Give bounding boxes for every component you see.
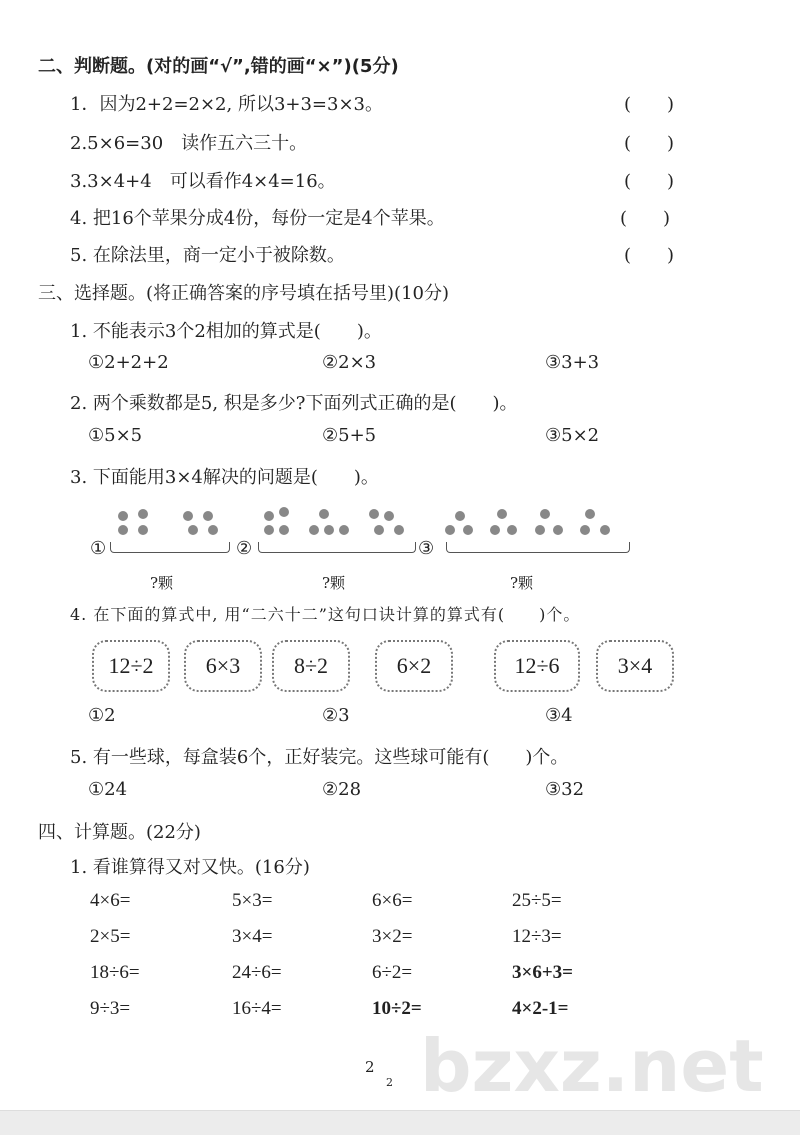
judge-item-5: 5. 在除法里，商一定小于被除数。 <box>70 245 345 266</box>
brace <box>446 542 630 553</box>
calc-item: 6×6= <box>372 890 413 911</box>
expression-card: 6×3 <box>184 640 262 692</box>
calc-item: 6÷2= <box>372 962 413 983</box>
watermark: bzxz.net <box>420 1024 764 1108</box>
calc-item: 4×2-1= <box>512 998 569 1019</box>
judge-item-1: 1．因为2+2=2×2, 所以3+3=3×3。 <box>70 94 384 115</box>
calc-item: 3×4= <box>232 926 273 947</box>
judge-item-2: 2.5×6=30 读作五六三十。 <box>70 133 308 154</box>
q4-option-3: ③4 <box>545 705 573 726</box>
q1-option-3: ③3+3 <box>545 352 600 373</box>
choice-q4: 4. 在下面的算式中, 用“二六十二”这句口诀计算的算式有( )个。 <box>70 605 581 624</box>
q2-option-2: ②5+5 <box>322 425 377 446</box>
expression-card: 3×4 <box>596 640 674 692</box>
section-3-title: 三、选择题。(将正确答案的序号填在括号里)(10分) <box>38 283 449 304</box>
q4-option-2: ②3 <box>322 705 350 726</box>
calc-item: 24÷6= <box>232 962 282 983</box>
q2-option-1: ①5×5 <box>88 425 143 446</box>
choice-q1: 1. 不能表示3个2相加的算式是( )。 <box>70 321 382 342</box>
expression-card: 12÷2 <box>92 640 170 692</box>
expression-card: 12÷6 <box>494 640 580 692</box>
calc-item: 4×6= <box>90 890 131 911</box>
calc-item: 9÷3= <box>90 998 131 1019</box>
candy-group-1-image <box>108 506 230 540</box>
q3-unknown-1: ?颗 <box>150 574 174 592</box>
section-2-title: 二、判断题。(对的画“√”,错的画“×”)(5分) <box>38 56 399 77</box>
answer-blank[interactable]: ( ) <box>624 171 675 192</box>
calc-item: 3×2= <box>372 926 413 947</box>
judge-item-3: 3.3×4+4 可以看作4×4=16。 <box>70 171 336 192</box>
expression-card: 8÷2 <box>272 640 350 692</box>
calc-item: 25÷5= <box>512 890 562 911</box>
choice-q2: 2. 两个乘数都是5, 积是多少?下面列式正确的是( )。 <box>70 393 518 414</box>
answer-blank[interactable]: ( ) <box>624 245 675 266</box>
answer-blank[interactable]: ( ) <box>620 208 671 229</box>
q3-unknown-3: ?颗 <box>510 574 534 592</box>
q2-option-3: ③5×2 <box>545 425 600 446</box>
page-number: 2 <box>365 1058 375 1076</box>
calc-item: 18÷6= <box>90 962 140 983</box>
expression-card: 6×2 <box>375 640 453 692</box>
q5-option-3: ③32 <box>545 779 585 800</box>
brace <box>258 542 416 553</box>
candy-group-3-image <box>440 506 630 540</box>
calc-item: 12÷3= <box>512 926 562 947</box>
page-number-small: 2 <box>386 1076 393 1089</box>
calc-item: 10÷2= <box>372 998 422 1019</box>
q3-label-2: ② <box>236 538 253 559</box>
q5-option-2: ②28 <box>322 779 362 800</box>
q1-option-2: ②2×3 <box>322 352 377 373</box>
answer-blank[interactable]: ( ) <box>624 94 675 115</box>
q3-unknown-2: ?颗 <box>322 574 346 592</box>
calc-item: 16÷4= <box>232 998 282 1019</box>
q3-label-3: ③ <box>418 538 435 559</box>
q5-option-1: ①24 <box>88 779 128 800</box>
calc-item: 3×6+3= <box>512 962 573 983</box>
section-4-title: 四、计算题。(22分) <box>38 822 201 843</box>
calc-item: 5×3= <box>232 890 273 911</box>
candy-group-2-image <box>254 506 414 540</box>
q1-option-1: ①2+2+2 <box>88 352 169 373</box>
viewer-bottom-bar <box>0 1110 800 1135</box>
brace <box>110 542 230 553</box>
judge-item-4: 4. 把16个苹果分成4份，每份一定是4个苹果。 <box>70 208 445 229</box>
calc-item: 2×5= <box>90 926 131 947</box>
section-4-subtitle: 1. 看谁算得又对又快。(16分) <box>70 857 310 878</box>
choice-q5: 5. 有一些球，每盒装6个，正好装完。这些球可能有( )个。 <box>70 747 569 768</box>
choice-q3: 3. 下面能用3×4解决的问题是( )。 <box>70 467 379 488</box>
answer-blank[interactable]: ( ) <box>624 133 675 154</box>
q4-option-1: ①2 <box>88 705 116 726</box>
q3-label-1: ① <box>90 538 107 559</box>
